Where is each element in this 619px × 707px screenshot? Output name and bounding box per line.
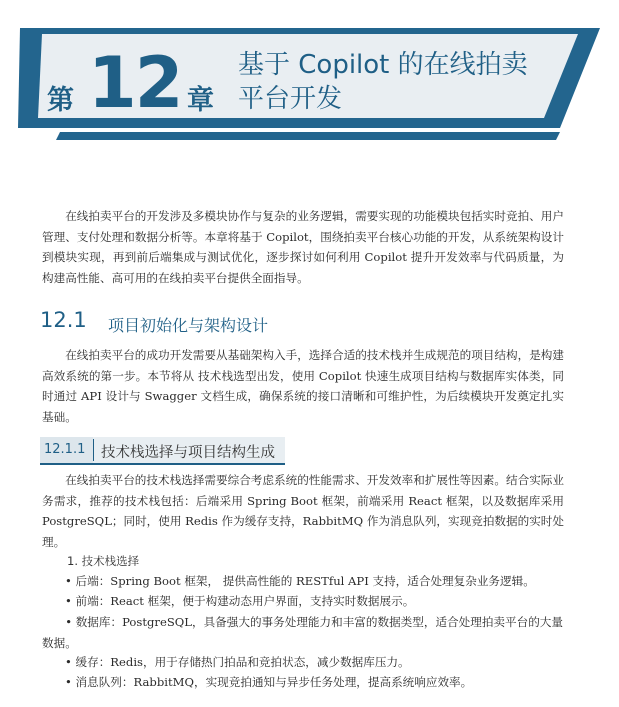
list-item-text: • 缓存：Redis，用于存储热门拍品和竞拍状态，减少数据库压力。 bbox=[65, 655, 410, 669]
list-item bbox=[42, 571, 564, 592]
section-number: 12.1 bbox=[40, 308, 87, 332]
list-item-text: • 消息队列：RabbitMQ，实现竞拍通知与异步任务处理，提高系统响应效率。 bbox=[65, 675, 473, 689]
intro-paragraph: 在线拍卖平台的开发涉及多模块协作与复杂的业务逻辑，需要实现的功能模块包括实时竞拍、用户管理、支付处理和数据分析等。本章将基于 Copilot，围绕拍卖平台核心功能的开发，从系统架构设计到模块实现，再到前后端集成与测试优化，逐步探讨如何利用 Copilot 提升开发效率与代码质量，为构建高性能、高可用的在线拍卖平台提供全面指导。 bbox=[42, 209, 564, 285]
chapter-title: 基于 Copilot 的在线拍卖平台开发 bbox=[238, 50, 528, 114]
chapter-prefix: 第 bbox=[47, 85, 74, 116]
subsection-paragraph: 在线拍卖平台的技术栈选择需要综合考虑系统的性能需求、开发效率和扩展性等因素。结合实际业务需求，推荐的技术栈包括：后端采用 Spring Boot 框架，前端采用 React 框架，以及数据库采用 PostgreSQL；同时，使用 Redis 作为缓存支持，RabbitMQ 作为消息队列，实现竞拍数据的实时处理。 bbox=[42, 473, 564, 549]
subsection-divider bbox=[93, 439, 94, 461]
list-item bbox=[42, 612, 564, 653]
chapter-suffix: 章 bbox=[187, 85, 214, 116]
section-paragraph: 在线拍卖平台的成功开发需要从基础架构入手，选择合适的技术栈并生成规范的项目结构，是构建高效系统的第一步。本节将从 技术栈选型出发，使用 Copilot 快速生成项目结构与数据库实体类，同时通过 API 设计与 Swagger 文档生成，确保系统的接口清晰和可维护性，为后续模块开发奠定扎实基础。 bbox=[42, 348, 564, 424]
chapter-number: 12 bbox=[88, 42, 182, 124]
list-item bbox=[42, 591, 564, 612]
banner-lower-frame bbox=[56, 132, 560, 140]
list-item-text: • 数据库：PostgreSQL，具备强大的事务处理能力和丰富的数据类型，适合处理拍卖平台的大量数据。 bbox=[42, 615, 563, 650]
subsection-title: 技术栈选择与项目结构生成 bbox=[101, 445, 275, 461]
section-title: 项目初始化与架构设计 bbox=[108, 316, 269, 335]
list-item-text: • 后端：Spring Boot 框架， 提供高性能的 RESTful API 支持，适合处理复杂业务逻辑。 bbox=[65, 574, 535, 588]
list-item bbox=[42, 672, 564, 693]
subsection-number: 12.1.1 bbox=[44, 442, 86, 457]
list-item-text: • 前端：React 框架，便于构建动态用户界面，支持实时数据展示。 bbox=[65, 594, 415, 608]
list-item bbox=[42, 652, 564, 673]
list-heading: 1. 技术栈选择 bbox=[67, 554, 140, 568]
